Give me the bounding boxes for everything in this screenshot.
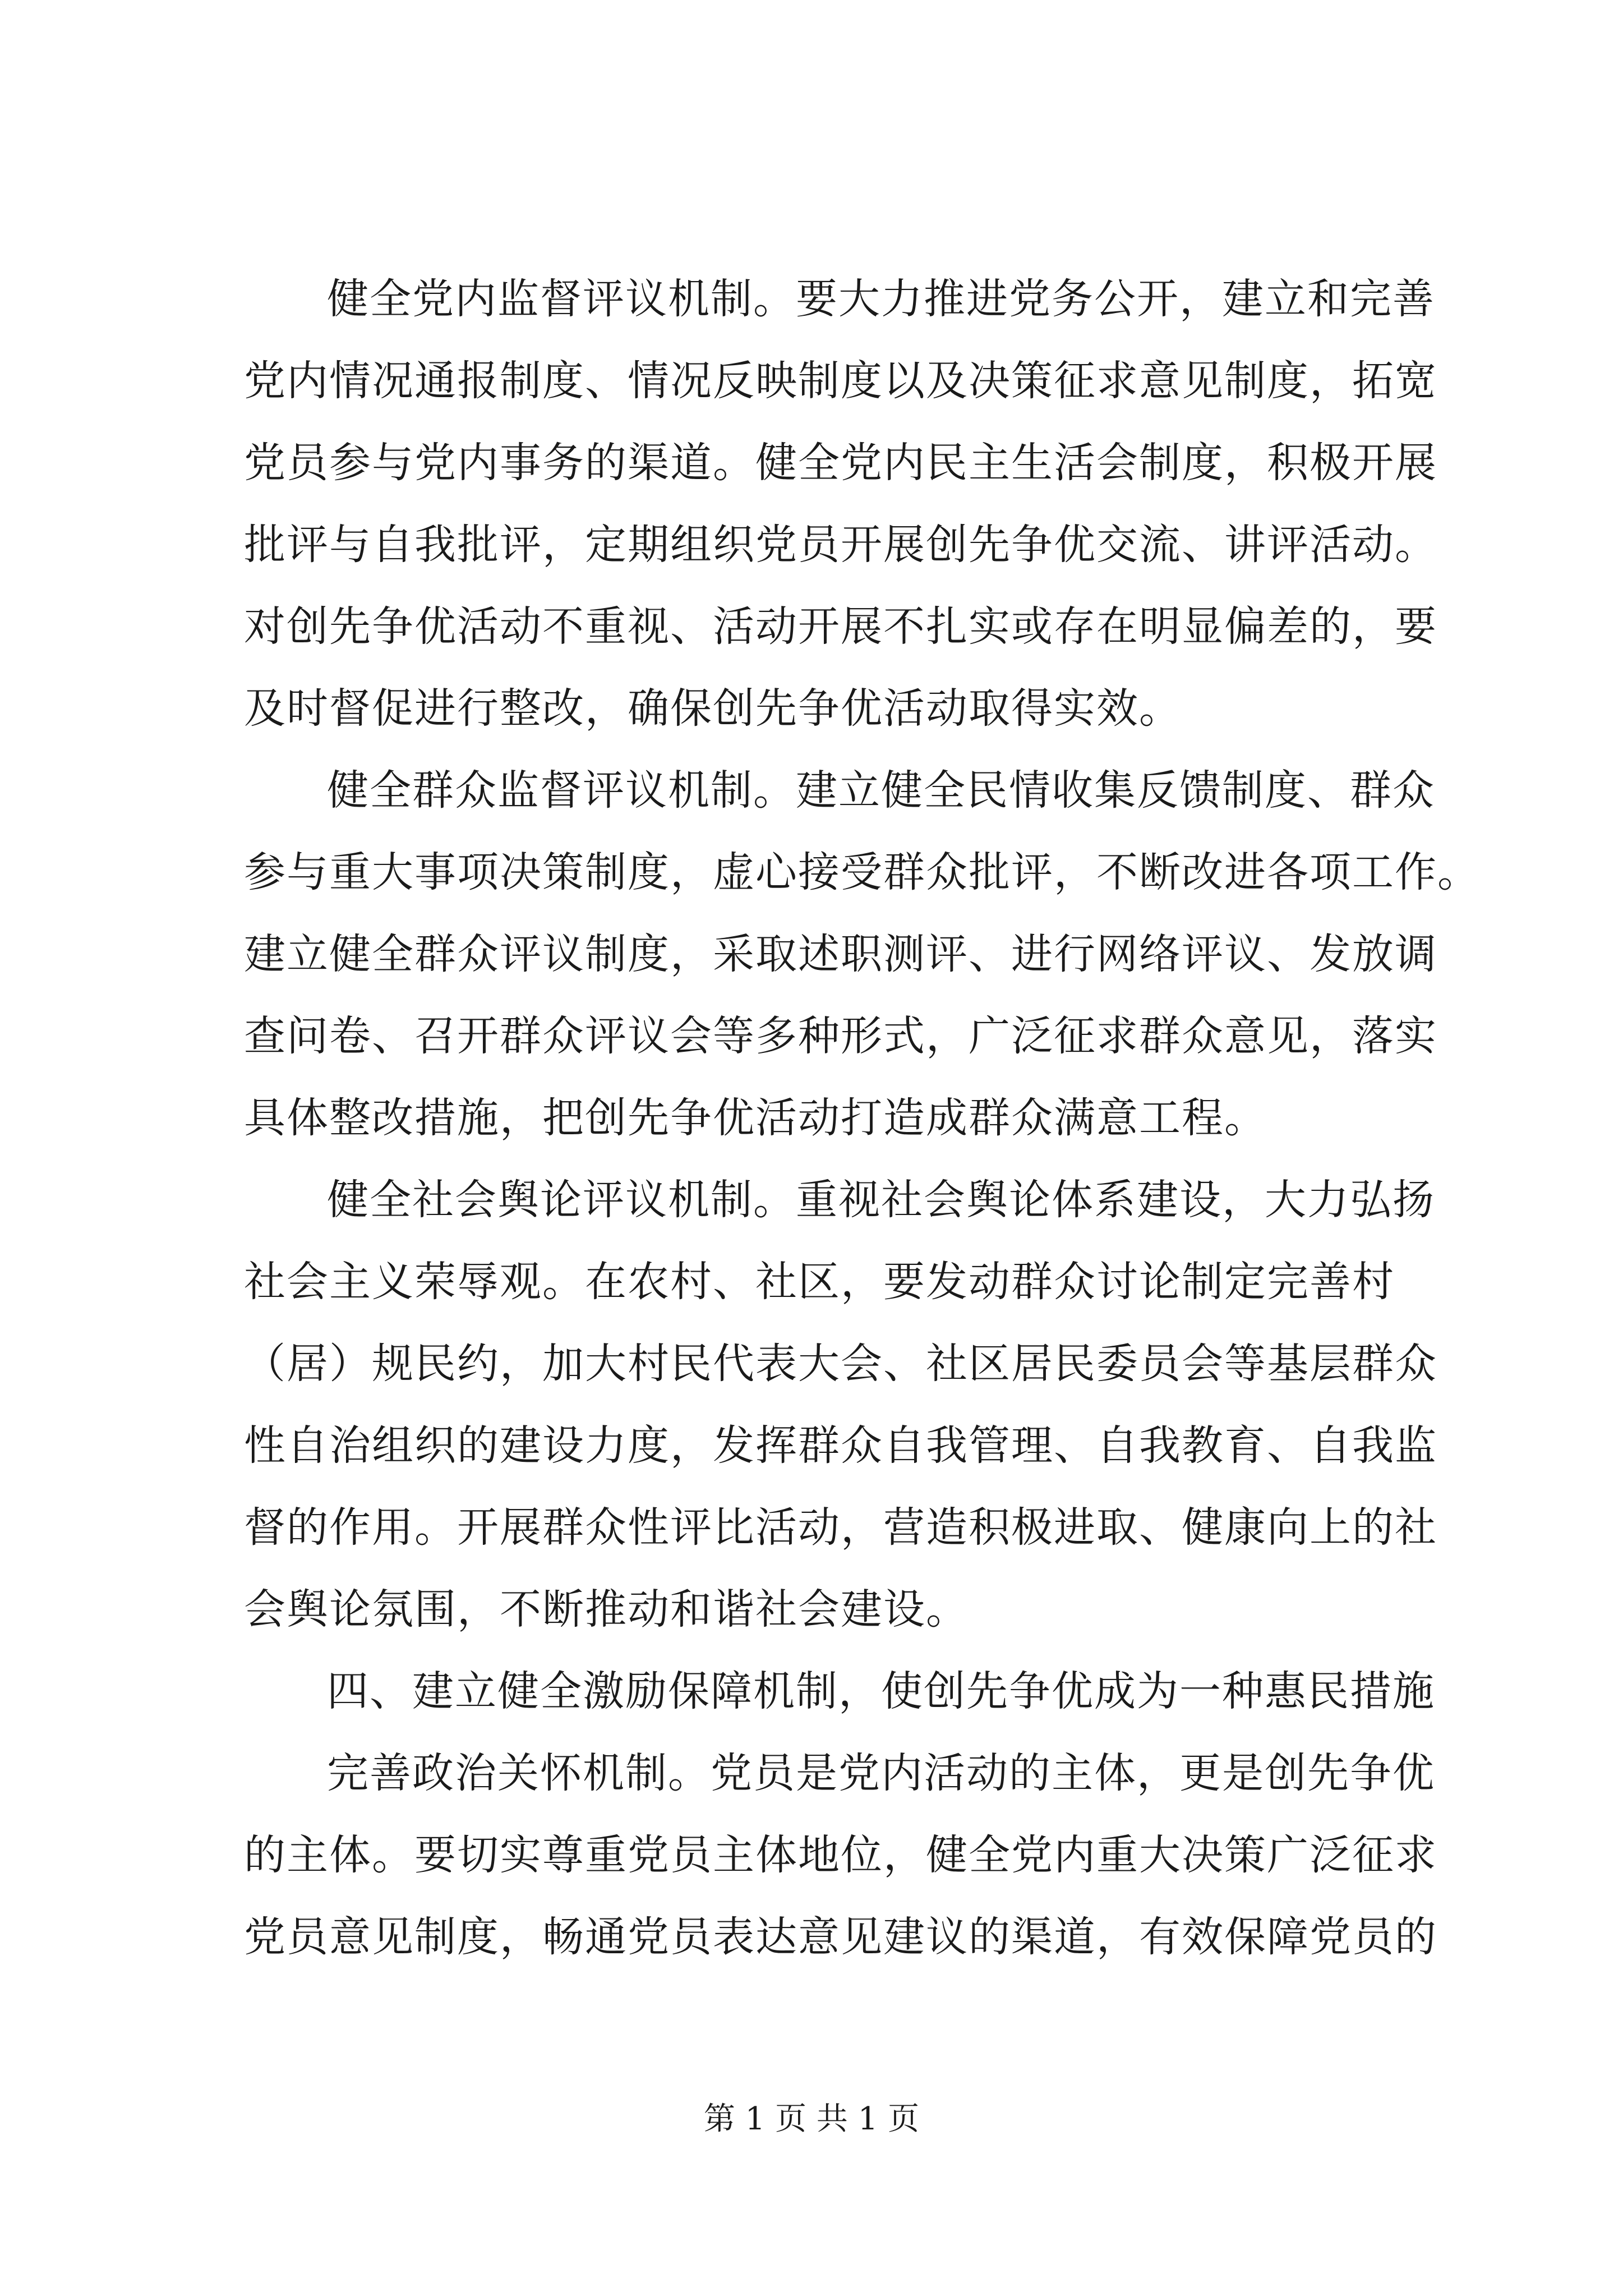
paragraph-line: 查问卷、召开群众评议会等多种形式，广泛征求群众意见，落实 (244, 1012, 1437, 1060)
paragraph-line: 督的作用。开展群众性评比活动，营造积极进取、健康向上的社 (244, 1503, 1437, 1552)
paragraph-public-opinion (244, 1159, 1437, 1650)
paragraph-line: 参与重大事项决策制度，虚心接受群众批评，不断改进各项工作。 (244, 848, 1480, 896)
paragraph-line: （居）规民约，加大村民代表大会、社区居民委员会等基层群众 (244, 1340, 1437, 1388)
paragraph-line: 健全群众监督评议机制。建立健全民情收集反馈制度、群众 (327, 766, 1435, 815)
paragraph-line: 健全社会舆论评议机制。重视社会舆论体系建设，大力弘扬 (327, 1176, 1435, 1224)
paragraph-line: 党员参与党内事务的渠道。健全党内民主生活会制度，积极开展 (244, 439, 1437, 487)
paragraph-political-care (244, 1732, 1437, 1978)
section-heading: 四、建立健全激励保障机制，使创先争优成为一种惠民措施 (327, 1667, 1435, 1715)
paragraph-line: 党员意见制度，畅通党员表达意见建议的渠道，有效保障党员的 (244, 1913, 1437, 1961)
paragraph-public-supervision (244, 749, 1480, 1159)
paragraph-line: 对创先争优活动不重视、活动开展不扎实或存在明显偏差的，要 (244, 602, 1437, 651)
paragraph-line: 建立健全群众评议制度，采取述职测评、进行网络评议、发放调 (244, 930, 1437, 978)
paragraph-line: 健全党内监督评议机制。要大力推进党务公开，建立和完善 (327, 275, 1435, 323)
paragraph-line: 性自治组织的建设力度，发挥群众自我管理、自我教育、自我监 (244, 1421, 1437, 1470)
document-body (244, 258, 1480, 1978)
section-heading-4 (244, 1650, 1435, 1732)
paragraph-line: 的主体。要切实尊重党员主体地位，健全党内重大决策广泛征求 (244, 1831, 1437, 1879)
paragraph-line: 及时督促进行整改，确保创先争优活动取得实效。 (244, 684, 1182, 733)
page-footer (0, 2097, 1623, 2142)
paragraph-line: 党内情况通报制度、情况反映制度以及决策征求意见制度，拓宽 (244, 357, 1437, 405)
paragraph-line: 完善政治关怀机制。党员是党内活动的主体，更是创先争优 (327, 1749, 1435, 1797)
paragraph-line: 会舆论氛围，不断推动和谐社会建设。 (244, 1585, 969, 1634)
paragraph-party-supervision (244, 258, 1437, 749)
paragraph-line: 批评与自我批评，定期组织党员开展创先争优交流、讲评活动。 (244, 521, 1437, 569)
page-number: 第 1 页 共 1 页 (703, 2101, 920, 2137)
paragraph-line: 社会主义荣辱观。在农村、社区，要发动群众讨论制定完善村 (244, 1258, 1395, 1306)
paragraph-line: 具体整改措施，把创先争优活动打造成群众满意工程。 (244, 1094, 1267, 1142)
